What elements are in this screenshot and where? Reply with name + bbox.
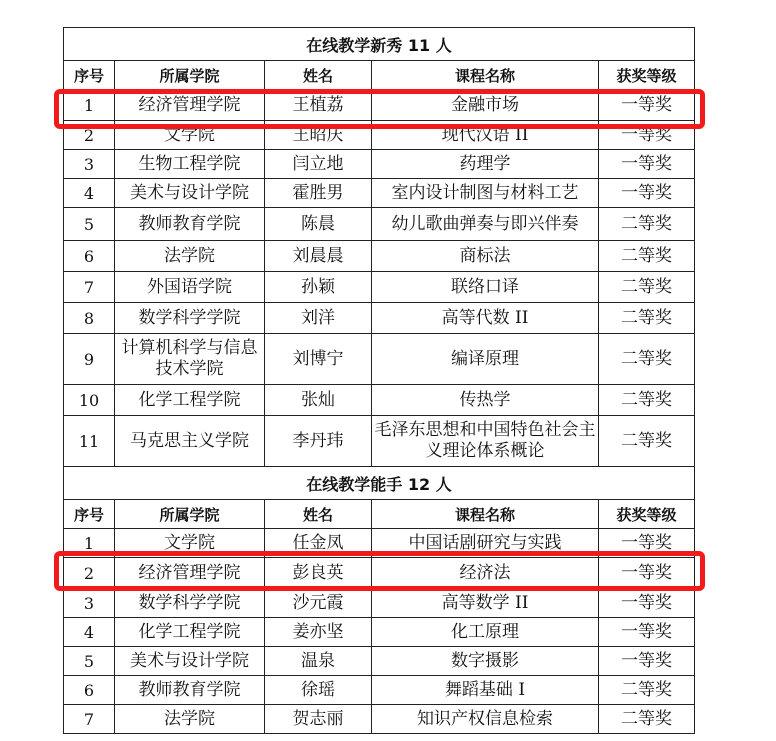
cell-college: 外国语学院 <box>115 272 265 303</box>
header-seq: 序号 <box>64 500 115 529</box>
table-row <box>64 705 695 734</box>
cell-seq: 5 <box>64 208 115 241</box>
cell-award: 二等奖 <box>599 385 695 416</box>
cell-course: 中国话剧研究与实践 <box>372 529 599 558</box>
cell-course: 经济法 <box>372 558 599 589</box>
table-row <box>64 150 695 179</box>
cell-award: 二等奖 <box>599 705 695 734</box>
header-row <box>64 500 695 529</box>
header-row <box>64 61 695 90</box>
cell-name: 刘博宁 <box>265 334 372 385</box>
cell-award: 一等奖 <box>599 179 695 208</box>
header-award: 获奖等级 <box>599 500 695 529</box>
cell-name: 孙颖 <box>265 272 372 303</box>
table-row <box>64 90 695 121</box>
awards-table <box>63 27 695 734</box>
cell-course: 幼儿歌曲弹奏与即兴伴奏 <box>372 208 599 241</box>
cell-college: 经济管理学院 <box>115 90 265 121</box>
cell-college: 计算机科学与信息技术学院 <box>115 334 265 385</box>
cell-seq: 6 <box>64 676 115 705</box>
cell-award: 二等奖 <box>599 208 695 241</box>
cell-course: 室内设计制图与材料工艺 <box>372 179 599 208</box>
cell-name: 闫立地 <box>265 150 372 179</box>
table-row <box>64 647 695 676</box>
cell-course: 药理学 <box>372 150 599 179</box>
cell-award: 一等奖 <box>599 618 695 647</box>
cell-name: 霍胜男 <box>265 179 372 208</box>
header-name: 姓名 <box>265 500 372 529</box>
cell-award: 二等奖 <box>599 272 695 303</box>
cell-name: 姜亦坚 <box>265 618 372 647</box>
cell-award: 一等奖 <box>599 90 695 121</box>
cell-seq: 5 <box>64 647 115 676</box>
table-row <box>64 208 695 241</box>
cell-name: 刘晨晨 <box>265 241 372 272</box>
table-row <box>64 241 695 272</box>
table-row <box>64 676 695 705</box>
cell-seq: 10 <box>64 385 115 416</box>
section-title-row <box>64 28 695 61</box>
cell-award: 一等奖 <box>599 121 695 150</box>
cell-college: 数学科学学院 <box>115 589 265 618</box>
cell-college: 法学院 <box>115 241 265 272</box>
cell-college: 化学工程学院 <box>115 618 265 647</box>
table-row <box>64 558 695 589</box>
cell-seq: 4 <box>64 179 115 208</box>
cell-course: 舞蹈基础 I <box>372 676 599 705</box>
cell-award: 二等奖 <box>599 241 695 272</box>
cell-college: 化学工程学院 <box>115 385 265 416</box>
cell-name: 彭良英 <box>265 558 372 589</box>
cell-seq: 8 <box>64 303 115 334</box>
header-name: 姓名 <box>265 61 372 90</box>
cell-name: 陈晨 <box>265 208 372 241</box>
cell-name: 徐瑶 <box>265 676 372 705</box>
cell-college: 经济管理学院 <box>115 558 265 589</box>
cell-seq: 3 <box>64 150 115 179</box>
header-course: 课程名称 <box>372 500 599 529</box>
section-title-row <box>64 467 695 500</box>
cell-name: 王昭庆 <box>265 121 372 150</box>
cell-name: 王植荔 <box>265 90 372 121</box>
cell-course: 知识产权信息检索 <box>372 705 599 734</box>
cell-course: 联络口译 <box>372 272 599 303</box>
cell-seq: 7 <box>64 705 115 734</box>
header-award: 获奖等级 <box>599 61 695 90</box>
cell-name: 刘洋 <box>265 303 372 334</box>
cell-college: 教师教育学院 <box>115 676 265 705</box>
cell-college: 文学院 <box>115 529 265 558</box>
cell-course: 传热学 <box>372 385 599 416</box>
cell-seq: 4 <box>64 618 115 647</box>
table-row <box>64 272 695 303</box>
cell-college: 美术与设计学院 <box>115 179 265 208</box>
table-row <box>64 303 695 334</box>
cell-award: 二等奖 <box>599 416 695 467</box>
cell-seq: 11 <box>64 416 115 467</box>
cell-award: 一等奖 <box>599 647 695 676</box>
cell-course: 高等数学 II <box>372 589 599 618</box>
table-row <box>64 121 695 150</box>
cell-course: 金融市场 <box>372 90 599 121</box>
cell-award: 一等奖 <box>599 558 695 589</box>
table-row <box>64 334 695 385</box>
cell-course: 化工原理 <box>372 618 599 647</box>
cell-name: 沙元霞 <box>265 589 372 618</box>
table-row <box>64 416 695 467</box>
header-seq: 序号 <box>64 61 115 90</box>
cell-college: 数学科学学院 <box>115 303 265 334</box>
table-row <box>64 385 695 416</box>
cell-course: 高等代数 II <box>372 303 599 334</box>
cell-name: 张灿 <box>265 385 372 416</box>
cell-seq: 1 <box>64 529 115 558</box>
cell-award: 二等奖 <box>599 334 695 385</box>
cell-college: 文学院 <box>115 121 265 150</box>
table-row <box>64 179 695 208</box>
cell-seq: 3 <box>64 589 115 618</box>
cell-seq: 6 <box>64 241 115 272</box>
cell-award: 一等奖 <box>599 589 695 618</box>
section-title: 在线教学能手 12 人 <box>64 467 695 500</box>
cell-award: 一等奖 <box>599 150 695 179</box>
cell-name: 贺志丽 <box>265 705 372 734</box>
cell-college: 马克思主义学院 <box>115 416 265 467</box>
cell-college: 生物工程学院 <box>115 150 265 179</box>
cell-course: 商标法 <box>372 241 599 272</box>
cell-name: 李丹玮 <box>265 416 372 467</box>
cell-college: 美术与设计学院 <box>115 647 265 676</box>
cell-award: 二等奖 <box>599 303 695 334</box>
cell-course: 现代汉语 II <box>372 121 599 150</box>
cell-course: 毛泽东思想和中国特色社会主义理论体系概论 <box>372 416 599 467</box>
cell-name: 温泉 <box>265 647 372 676</box>
table-row <box>64 618 695 647</box>
table-row <box>64 529 695 558</box>
cell-award: 一等奖 <box>599 529 695 558</box>
cell-seq: 2 <box>64 121 115 150</box>
cell-name: 任金凤 <box>265 529 372 558</box>
header-college: 所属学院 <box>115 61 265 90</box>
header-course: 课程名称 <box>372 61 599 90</box>
cell-seq: 9 <box>64 334 115 385</box>
cell-course: 数字摄影 <box>372 647 599 676</box>
cell-college: 法学院 <box>115 705 265 734</box>
cell-award: 二等奖 <box>599 676 695 705</box>
cell-course: 编译原理 <box>372 334 599 385</box>
cell-seq: 2 <box>64 558 115 589</box>
section-title: 在线教学新秀 11 人 <box>64 28 695 61</box>
cell-seq: 7 <box>64 272 115 303</box>
table-row <box>64 589 695 618</box>
header-college: 所属学院 <box>115 500 265 529</box>
cell-college: 教师教育学院 <box>115 208 265 241</box>
cell-seq: 1 <box>64 90 115 121</box>
